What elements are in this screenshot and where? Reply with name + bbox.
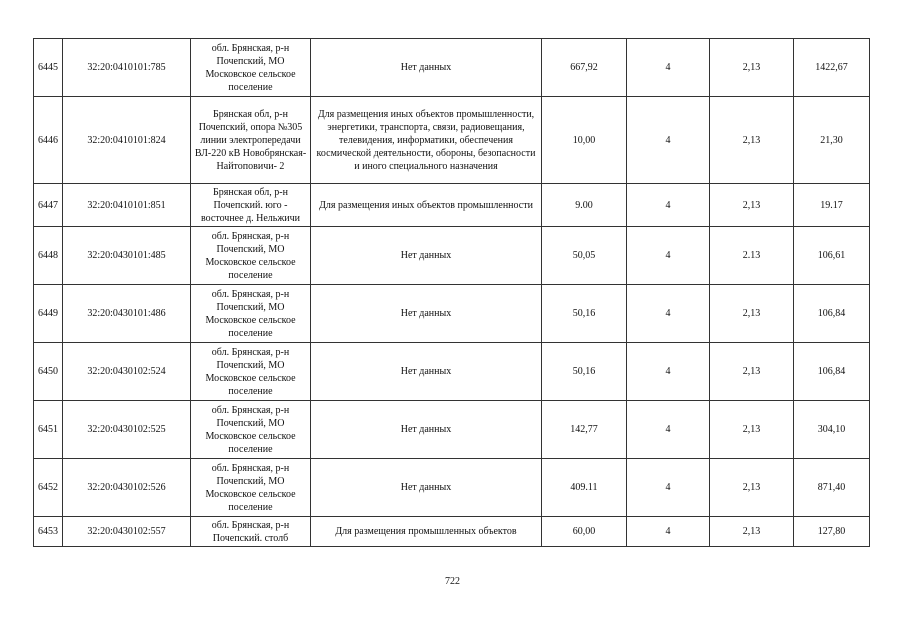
table-row [34, 343, 870, 401]
table-row [34, 285, 870, 343]
group: 4 [627, 285, 710, 343]
table-row [34, 97, 870, 184]
permitted-use: Нет данных [311, 459, 542, 517]
cadastral-number: 32:20:0430101:485 [63, 227, 191, 285]
permitted-use: Нет данных [311, 227, 542, 285]
area: 409.11 [542, 459, 627, 517]
table-row [34, 184, 870, 227]
group: 4 [627, 517, 710, 547]
address: Брянская обл, р-н Почепский. юго - восточнее д. Нельжичи [191, 184, 311, 227]
permitted-use: Нет данных [311, 285, 542, 343]
group: 4 [627, 39, 710, 97]
address: обл. Брянская, р-н Почепский, МО Московское сельское поселение [191, 227, 311, 285]
cadastral-number: 32:20:0430101:486 [63, 285, 191, 343]
value: 1422,67 [794, 39, 870, 97]
area: 10,00 [542, 97, 627, 184]
row-number: 6445 [34, 39, 63, 97]
value: 106,84 [794, 343, 870, 401]
rate: 2,13 [710, 401, 794, 459]
area: 50,16 [542, 285, 627, 343]
table-row [34, 401, 870, 459]
value: 871,40 [794, 459, 870, 517]
permitted-use: Для размещения иных объектов промышленности, энергетики, транспорта, связи, радиовещания, телевидения, информатики, обеспечения космической деятельности, обороны, безопасности и иного специального назначения [311, 97, 542, 184]
value: 106,84 [794, 285, 870, 343]
table-body [34, 39, 870, 547]
permitted-use: Нет данных [311, 343, 542, 401]
rate: 2,13 [710, 97, 794, 184]
cadastral-number: 32:20:0430102:526 [63, 459, 191, 517]
rate: 2.13 [710, 227, 794, 285]
rate: 2,13 [710, 517, 794, 547]
rate: 2,13 [710, 343, 794, 401]
group: 4 [627, 459, 710, 517]
group: 4 [627, 184, 710, 227]
value: 106,61 [794, 227, 870, 285]
cadastral-register-table [33, 38, 870, 547]
address: обл. Брянская, р-н Почепский. столб [191, 517, 311, 547]
row-number: 6447 [34, 184, 63, 227]
address: обл. Брянская, р-н Почепский, МО Московское сельское поселение [191, 343, 311, 401]
row-number: 6448 [34, 227, 63, 285]
cadastral-number: 32:20:0410101:785 [63, 39, 191, 97]
table-row [34, 517, 870, 547]
table-row [34, 39, 870, 97]
row-number: 6450 [34, 343, 63, 401]
row-number: 6453 [34, 517, 63, 547]
row-number: 6446 [34, 97, 63, 184]
cadastral-number: 32:20:0410101:851 [63, 184, 191, 227]
area: 142,77 [542, 401, 627, 459]
page-number: 722 [445, 576, 460, 587]
value: 21,30 [794, 97, 870, 184]
row-number: 6452 [34, 459, 63, 517]
area: 50,05 [542, 227, 627, 285]
group: 4 [627, 401, 710, 459]
rate: 2,13 [710, 39, 794, 97]
group: 4 [627, 97, 710, 184]
cadastral-number: 32:20:0410101:824 [63, 97, 191, 184]
row-number: 6451 [34, 401, 63, 459]
value: 127,80 [794, 517, 870, 547]
value: 19.17 [794, 184, 870, 227]
rate: 2,13 [710, 459, 794, 517]
area: 50,16 [542, 343, 627, 401]
row-number: 6449 [34, 285, 63, 343]
permitted-use: Нет данных [311, 39, 542, 97]
permitted-use: Для размещения промышленных объектов [311, 517, 542, 547]
area: 9.00 [542, 184, 627, 227]
table-row [34, 227, 870, 285]
cadastral-number: 32:20:0430102:557 [63, 517, 191, 547]
address: обл. Брянская, р-н Почепский, МО Московское сельское поселение [191, 401, 311, 459]
address: обл. Брянская, р-н Почепский, МО Московское сельское поселение [191, 285, 311, 343]
rate: 2,13 [710, 285, 794, 343]
rate: 2,13 [710, 184, 794, 227]
address: Брянская обл, р-н Почепский, опора №305 линии электропередачи ВЛ-220 кВ Новобрянская-Найтоповичи- 2 [191, 97, 311, 184]
permitted-use: Нет данных [311, 401, 542, 459]
cadastral-number: 32:20:0430102:525 [63, 401, 191, 459]
permitted-use: Для размещения иных объектов промышленности [311, 184, 542, 227]
group: 4 [627, 343, 710, 401]
cadastral-number: 32:20:0430102:524 [63, 343, 191, 401]
area: 60,00 [542, 517, 627, 547]
value: 304,10 [794, 401, 870, 459]
address: обл. Брянская, р-н Почепский, МО Московское сельское поселение [191, 459, 311, 517]
group: 4 [627, 227, 710, 285]
area: 667,92 [542, 39, 627, 97]
address: обл. Брянская, р-н Почепский, МО Московское сельское поселение [191, 39, 311, 97]
table-row [34, 459, 870, 517]
